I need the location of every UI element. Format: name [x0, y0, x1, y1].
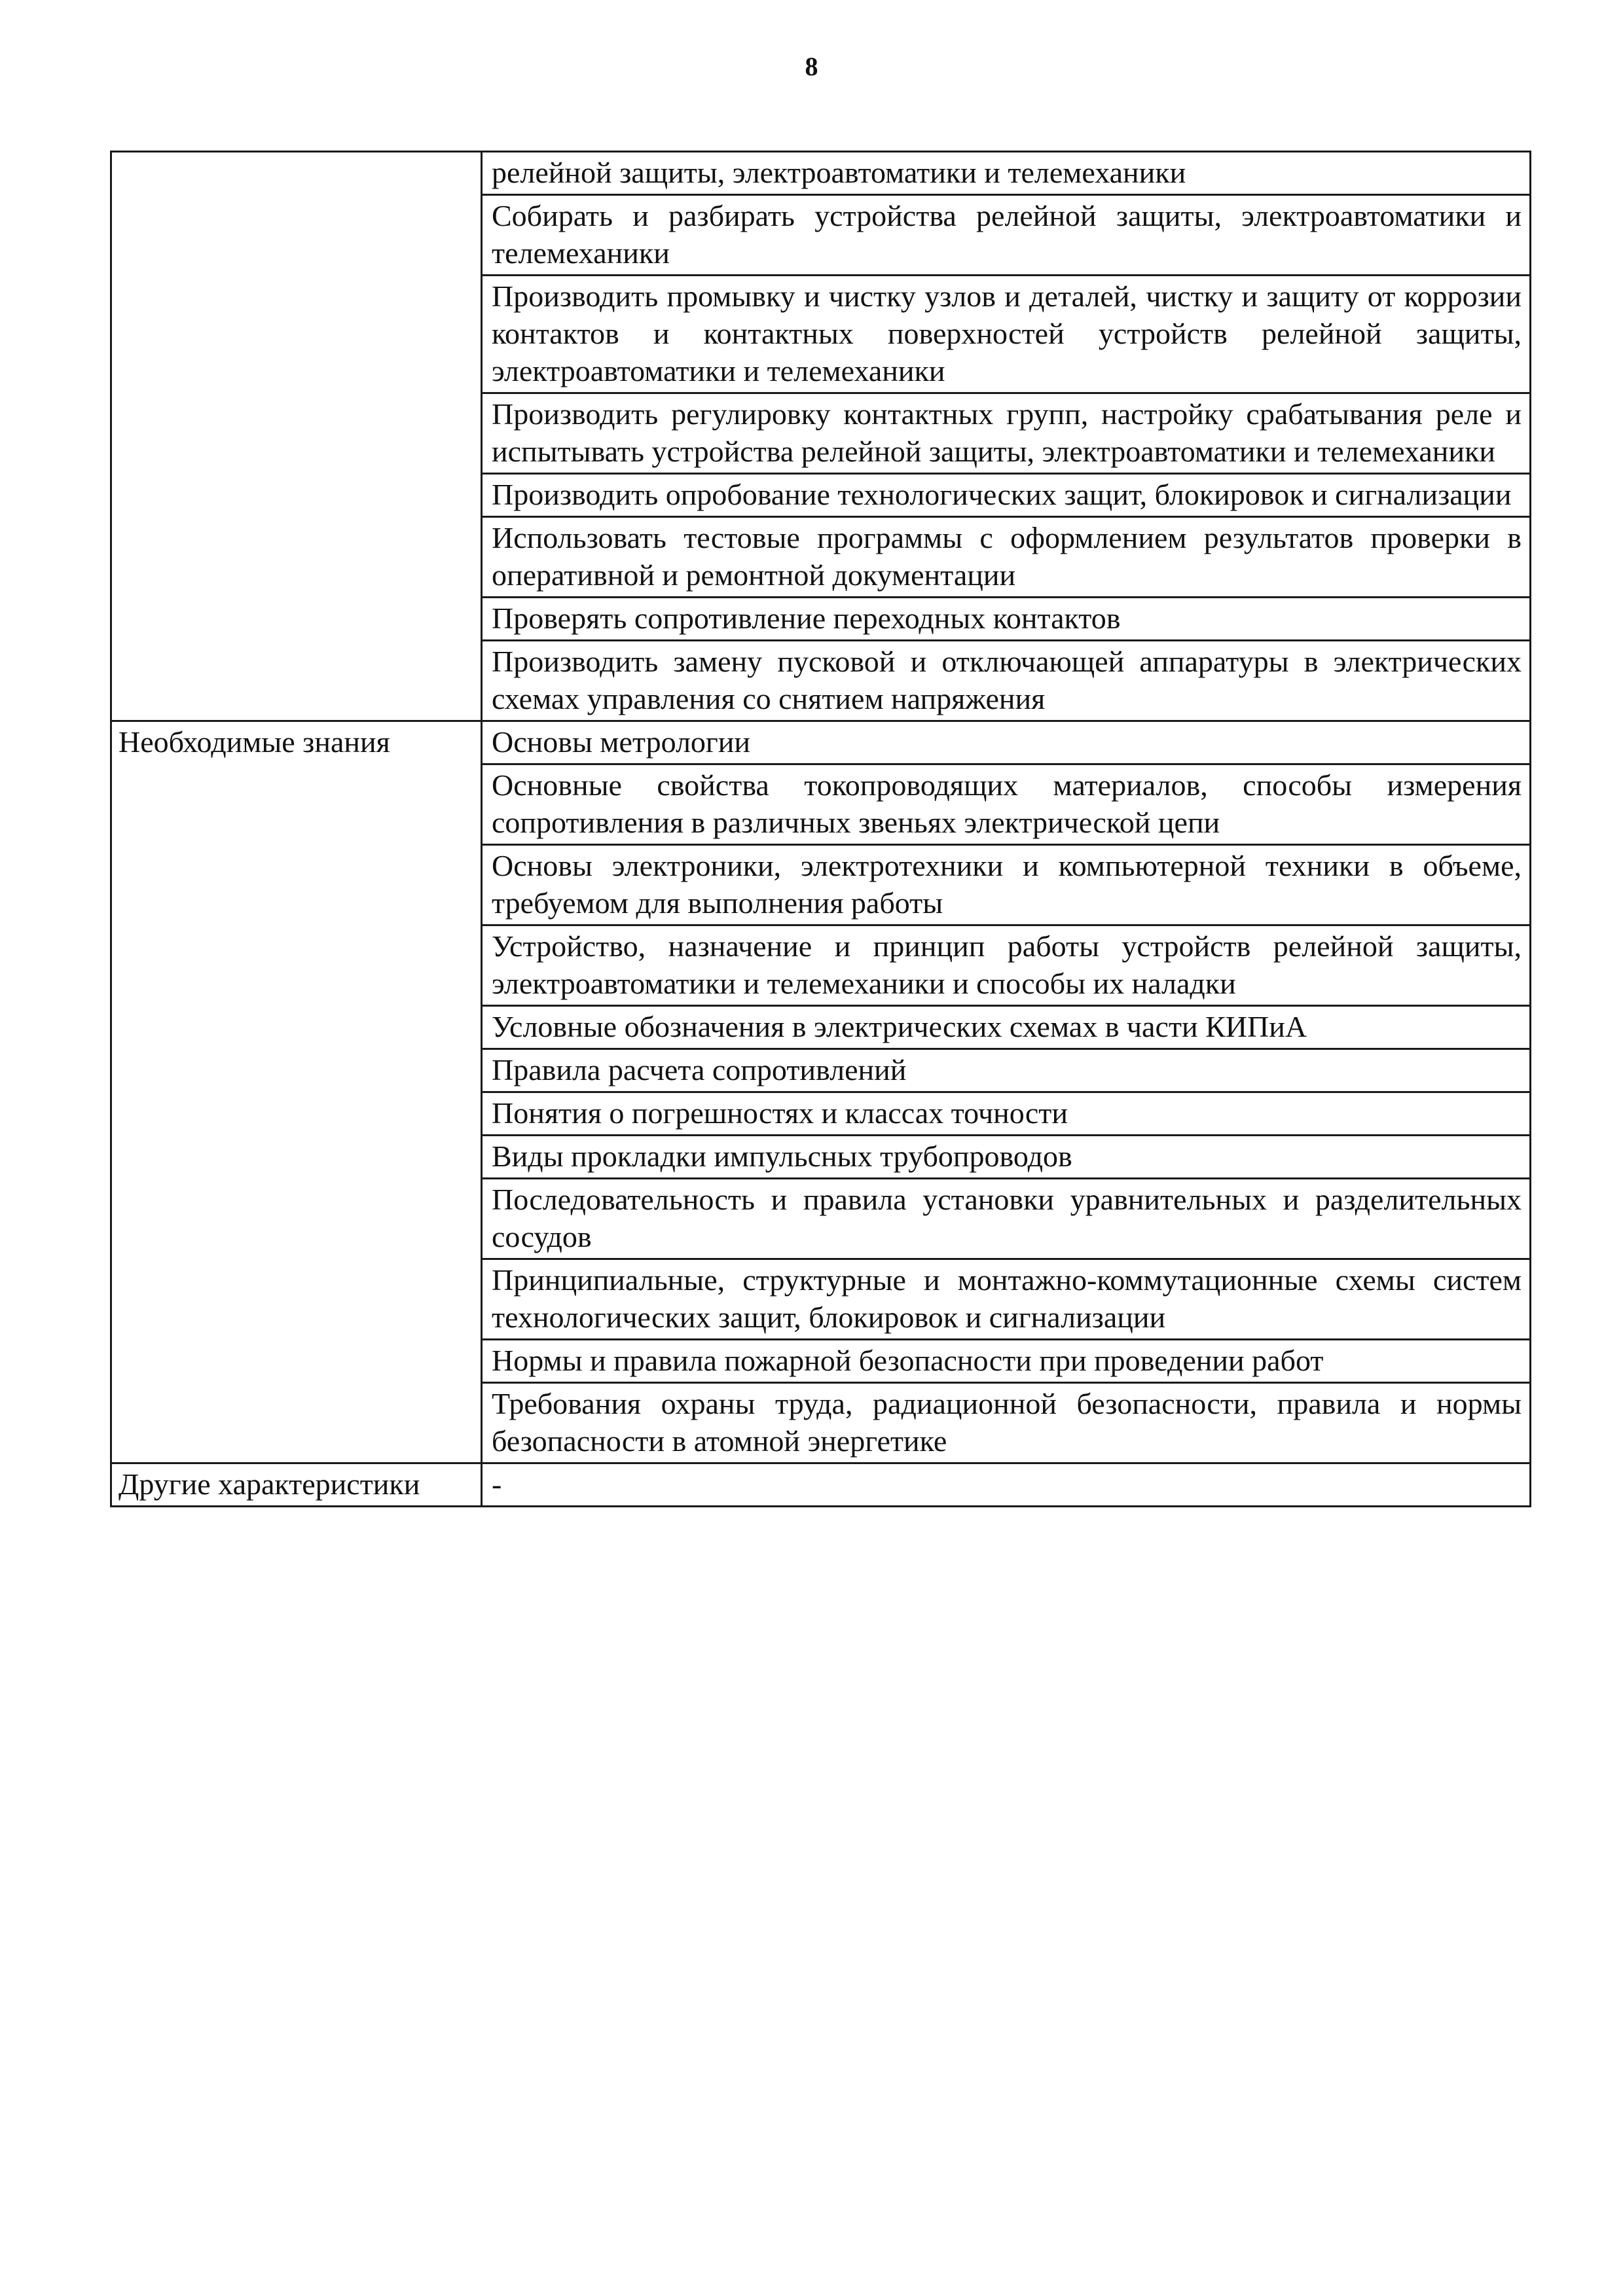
skill-item: релейной защиты, электроавтоматики и телемеханики [482, 152, 1531, 195]
knowledge-item: Требования охраны труда, радиационной безопасности, правила и нормы безопасности в атомной энергетике [482, 1383, 1531, 1463]
knowledge-label-cell [111, 1340, 482, 1383]
knowledge-item: Нормы и правила пожарной безопасности при проведении работ [482, 1340, 1531, 1383]
skill-item: Использовать тестовые программы с оформлением результатов проверки в оперативной и ремонтной документации [482, 517, 1531, 598]
skill-item: Производить промывку и чистку узлов и деталей, чистку и защиту от коррозии контактов и контактных поверхностей устройств релейной защиты, электроавтоматики и телемеханики [482, 276, 1531, 393]
table-row [111, 764, 1531, 845]
table-row [111, 517, 1531, 598]
table-row [111, 1340, 1531, 1383]
table-row [111, 721, 1531, 764]
page-number: 8 [805, 52, 818, 81]
skills-label-cell [111, 474, 482, 517]
table-row [111, 195, 1531, 276]
table-row [111, 393, 1531, 474]
table-row [111, 152, 1531, 195]
table-row [111, 1383, 1531, 1463]
knowledge-item: Условные обозначения в электрических схемах в части КИПиА [482, 1006, 1531, 1049]
knowledge-item: Основные свойства токопроводящих материалов, способы измерения сопротивления в различных звеньях электрической цепи [482, 764, 1531, 845]
skill-item: Собирать и разбирать устройства релейной защиты, электроавтоматики и телемеханики [482, 195, 1531, 276]
knowledge-item: Основы метрологии [482, 721, 1531, 764]
knowledge-item: Понятия о погрешностях и классах точности [482, 1092, 1531, 1136]
knowledge-item: Последовательность и правила установки уравнительных и разделительных сосудов [482, 1179, 1531, 1259]
knowledge-item: Виды прокладки импульсных трубопроводов [482, 1136, 1531, 1179]
knowledge-item: Основы электроники, электротехники и компьютерной техники в объеме, требуемом для выполнения работы [482, 845, 1531, 925]
skill-item: Производить опробование технологических защит, блокировок и сигнализации [482, 474, 1531, 517]
skills-label-cell [111, 517, 482, 598]
knowledge-label-cell [111, 1049, 482, 1092]
table-row [111, 1179, 1531, 1259]
skills-label-cell [111, 152, 482, 195]
table-row [111, 641, 1531, 721]
skills-label-cell [111, 393, 482, 474]
skills-label-cell [111, 641, 482, 721]
table-row [111, 1049, 1531, 1092]
knowledge-label-cell [111, 925, 482, 1006]
knowledge-item: Правила расчета сопротивлений [482, 1049, 1531, 1092]
skill-item: Проверять сопротивление переходных контактов [482, 598, 1531, 641]
table-row [111, 925, 1531, 1006]
knowledge-label-cell [111, 1179, 482, 1259]
knowledge-label-cell [111, 764, 482, 845]
table-row [111, 1136, 1531, 1179]
table-row [111, 1092, 1531, 1136]
skills-label-cell [111, 195, 482, 276]
table-row [111, 276, 1531, 393]
knowledge-item: Устройство, назначение и принцип работы устройств релейной защиты, электроавтоматики и телемеханики и способы их наладки [482, 925, 1531, 1006]
job-requirements-table [110, 151, 1531, 1507]
table-row [111, 1259, 1531, 1340]
knowledge-label-cell [111, 1136, 482, 1179]
knowledge-label-cell [111, 1259, 482, 1340]
table-row [111, 845, 1531, 925]
table-row [111, 598, 1531, 641]
table-row [111, 474, 1531, 517]
table-row [111, 1006, 1531, 1049]
knowledge-label-cell [111, 1006, 482, 1049]
skills-label-cell [111, 598, 482, 641]
knowledge-label: Необходимые знания [111, 721, 482, 764]
skill-item: Производить замену пусковой и отключающей аппаратуры в электрических схемах управления со снятием напряжения [482, 641, 1531, 721]
other-label: Другие характеристики [111, 1463, 482, 1507]
table-row [111, 1463, 1531, 1507]
skills-label-cell [111, 276, 482, 393]
knowledge-label-cell [111, 1092, 482, 1136]
knowledge-label-cell [111, 845, 482, 925]
skill-item: Производить регулировку контактных групп, настройку срабатывания реле и испытывать устройства релейной защиты, электроавтоматики и телемеханики [482, 393, 1531, 474]
knowledge-label-cell [111, 1383, 482, 1463]
knowledge-item: Принципиальные, структурные и монтажно-коммутационные схемы систем технологических защит, блокировок и сигнализации [482, 1259, 1531, 1340]
other-value: - [482, 1463, 1531, 1507]
